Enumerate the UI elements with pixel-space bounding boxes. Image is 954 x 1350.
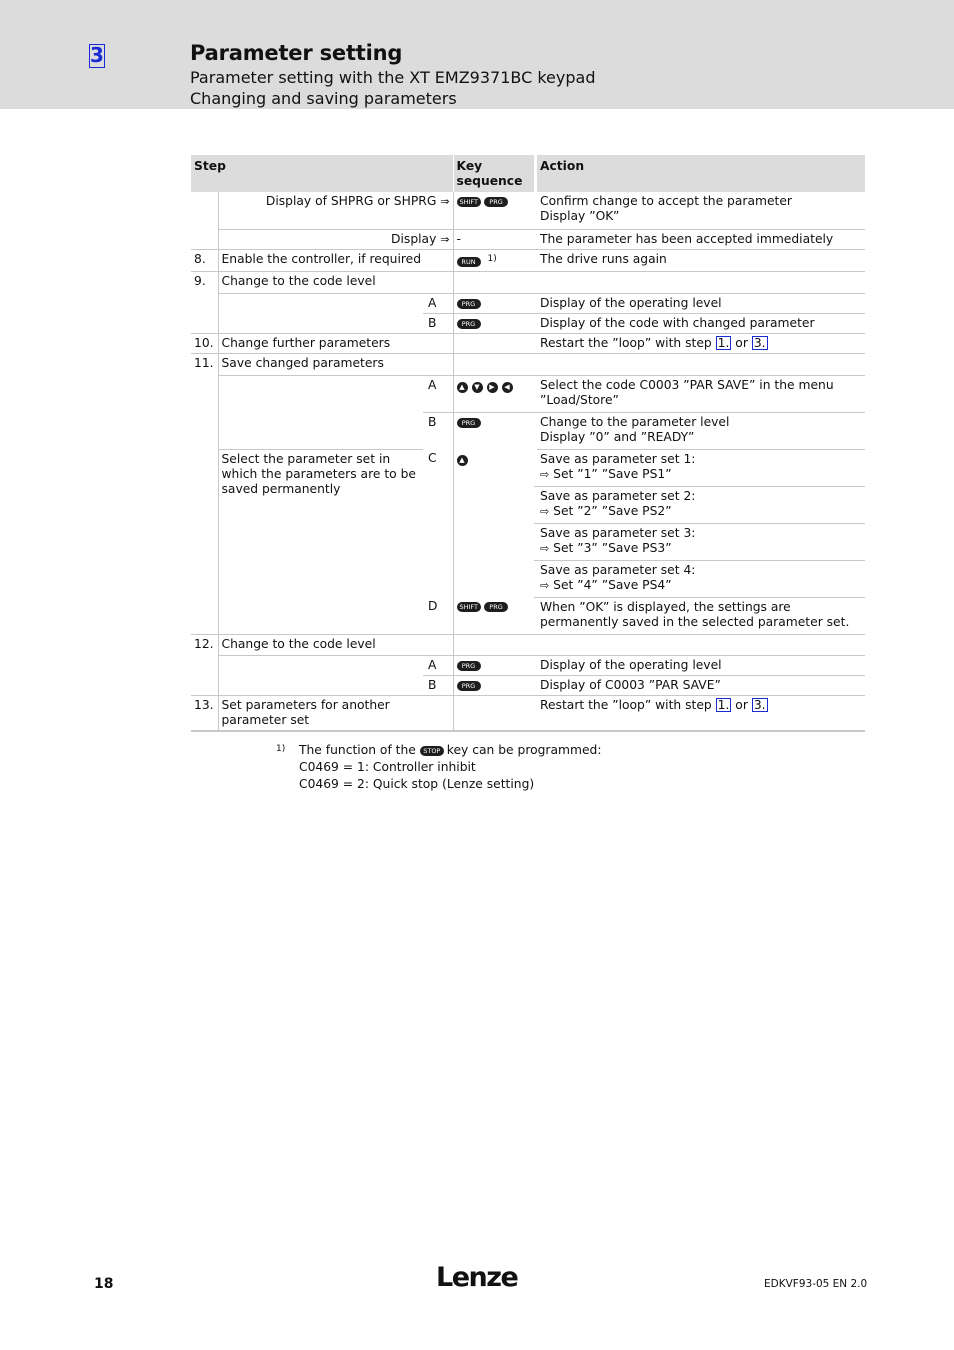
- arrow-right-icon: ⇨: [540, 541, 550, 555]
- table-row: 10. Change further parameters Restart the ”loop” with step 1. or 3.: [191, 333, 865, 353]
- table-row: A ▲ ▼ ▶ ◀ Select the code C0003 ”PAR SAVE” in the menu ”Load/Store”: [191, 375, 865, 412]
- table-row: B PRG Display of C0003 ”PAR SAVE”: [191, 675, 865, 695]
- lenze-logo: Lenze: [436, 1262, 518, 1293]
- page-title: Parameter setting: [190, 41, 403, 65]
- prg-key-icon: PRG: [484, 602, 508, 612]
- table-row: Display ⇒ - The parameter has been accepted immediately: [191, 229, 865, 249]
- table-row: 11. Save changed parameters: [191, 353, 865, 375]
- footnote: 1) The function of the STOP key can be programmed: C0469 = 1: Controller inhibit C0469 = 2: Quick stop (Lenze setting): [276, 743, 602, 791]
- arrow-up-key-icon: ▲: [457, 382, 468, 393]
- prg-key-icon: PRG: [484, 197, 508, 207]
- table-row: A PRG Display of the operating level: [191, 293, 865, 313]
- header-action: Action: [537, 155, 865, 192]
- arrow-right-icon: ⇒: [440, 195, 450, 208]
- prg-key-icon: PRG: [457, 661, 481, 671]
- step-3-link[interactable]: 3.: [753, 697, 766, 712]
- arrow-right-icon: ⇨: [540, 578, 550, 592]
- arrow-down-key-icon: ▼: [472, 382, 483, 393]
- section-title: Parameter setting with the XT EMZ9371BC keypad: [190, 68, 596, 87]
- prg-key-icon: PRG: [457, 681, 481, 691]
- arrow-up-key-icon: ▲: [457, 455, 468, 466]
- table-row: Save as parameter set 3: ⇨ Set ”3” ”Save PS3”: [191, 523, 865, 560]
- step-3-link[interactable]: 3.: [753, 335, 766, 350]
- table-row: D SHIFT PRG When ”OK” is displayed, the settings are permanently saved in the selected parameter set.: [191, 597, 865, 634]
- run-key-icon: RUN: [457, 257, 481, 267]
- prg-key-icon: PRG: [457, 299, 481, 309]
- table-row: B PRG Change to the parameter level Display ”0” and ”READY”: [191, 412, 865, 449]
- header-step: Step: [191, 155, 453, 192]
- arrow-left-key-icon: ◀: [502, 382, 513, 393]
- table-row: 9. Change to the code level: [191, 271, 865, 293]
- prg-key-icon: PRG: [457, 418, 481, 428]
- table-row: Select the parameter set in which the parameters are to be saved permanently C ▲ Save as parameter set 1: ⇨ Set ”1” ”Save PS1”: [191, 449, 865, 486]
- table-row: B PRG Display of the code with changed parameter: [191, 313, 865, 333]
- arrow-right-icon: ⇨: [540, 504, 550, 518]
- arrow-right-icon: ⇒: [440, 232, 450, 246]
- subsection-title: Changing and saving parameters: [190, 89, 457, 108]
- page-number: 18: [94, 1276, 114, 1292]
- table-row: 12. Change to the code level: [191, 634, 865, 655]
- document-id: EDKVF93-05 EN 2.0: [764, 1278, 868, 1290]
- table-row: Display of SHPRG or SHPRG ⇒ SHIFT PRG Confirm change to accept the parameter Display ”OK”: [191, 192, 865, 229]
- table-row: 8. Enable the controller, if required RUN $^{1)}$ The drive runs again: [191, 249, 865, 271]
- step-1-link[interactable]: 1.: [717, 335, 730, 350]
- prg-key-icon: PRG: [457, 319, 481, 329]
- procedure-table: [191, 155, 865, 732]
- table-row: Save as parameter set 4: ⇨ Set ”4” ”Save PS4”: [191, 560, 865, 597]
- table-row: 13. Set parameters for another parameter set Restart the ”loop” with step 1. or 3.: [191, 695, 865, 731]
- table-row: A PRG Display of the operating level: [191, 655, 865, 675]
- header-band: [0, 0, 954, 109]
- table-header-row: [191, 155, 865, 192]
- step-1-link[interactable]: 1.: [717, 697, 730, 712]
- shift-key-icon: SHIFT: [457, 197, 482, 207]
- shift-key-icon: SHIFT: [457, 602, 482, 612]
- arrow-right-key-icon: ▶: [487, 382, 498, 393]
- table-row: Save as parameter set 2: ⇨ Set ”2” ”Save PS2”: [191, 486, 865, 523]
- stop-key-icon: STOP: [420, 746, 444, 756]
- header-key-sequence: Key sequence: [453, 155, 534, 192]
- arrow-right-icon: ⇨: [540, 467, 550, 481]
- chapter-link[interactable]: 3: [90, 43, 104, 67]
